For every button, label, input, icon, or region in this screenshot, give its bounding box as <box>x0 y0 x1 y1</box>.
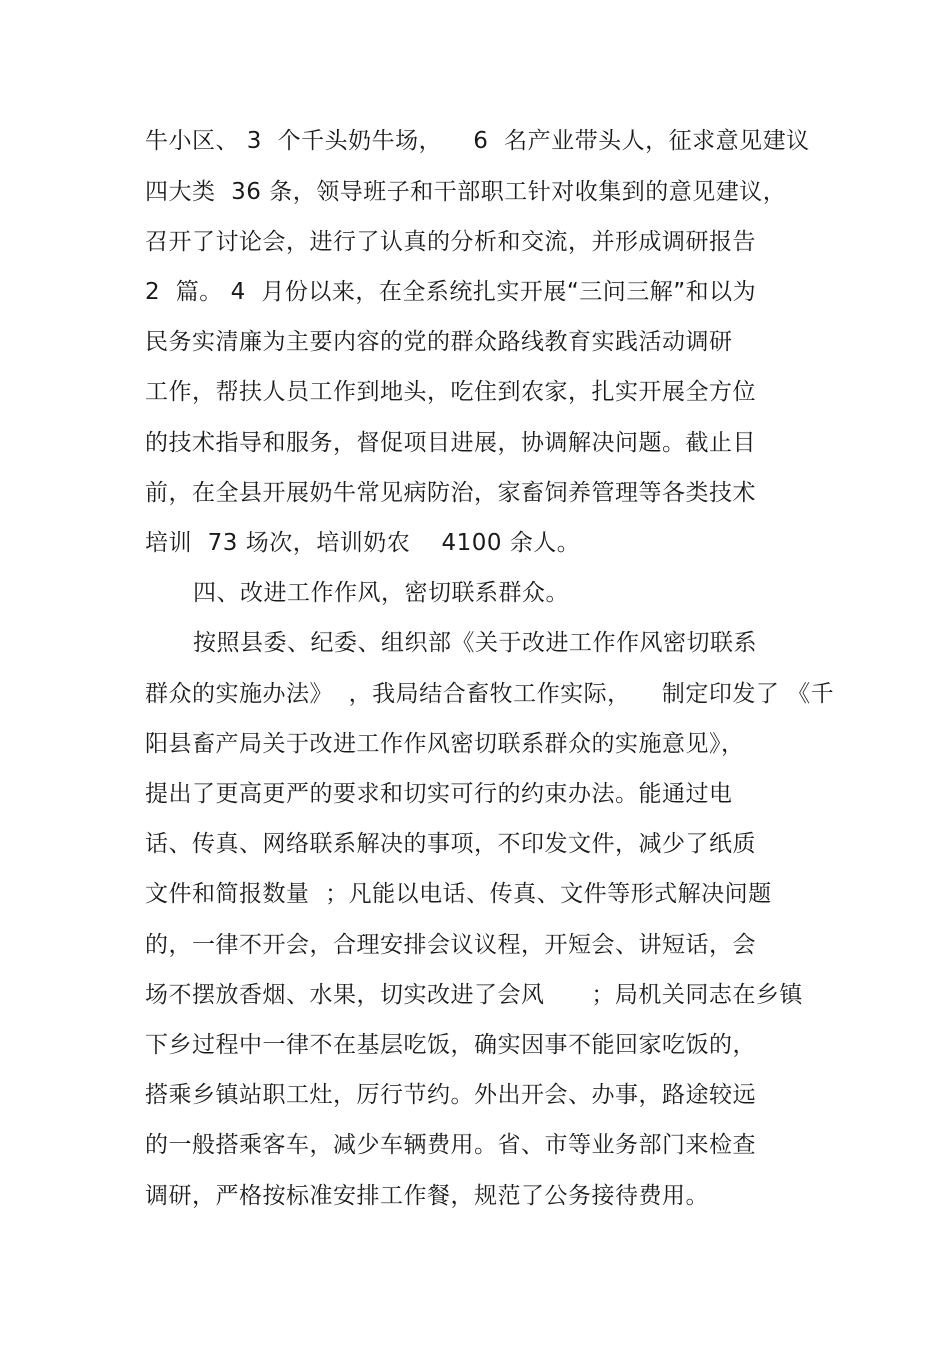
text-line: 阳县畜产局关于改进工作作风密切联系群众的实施意见》， <box>145 731 745 757</box>
text-line: 2 篇。 4 月份以来，在全系统扎实开展“三问三解”和以为 <box>145 279 757 305</box>
text-line: 下乡过程中一律不在基层吃饭，确实因事不能回家吃饭的， <box>145 1032 756 1058</box>
section-heading: 四、改进工作作风，密切联系群众。 <box>193 580 569 606</box>
text-line: 话、传真、网络联系解决的事项，不印发文件，减少了纸质 <box>145 831 756 857</box>
text-line: 提出了更高更严的要求和切实可行的约束办法。能通过电 <box>145 781 733 807</box>
text-line: 四大类 36 条，领导班子和干部职工针对收集到的意见建议， <box>145 179 787 205</box>
text-line: 的，一律不开会，合理安排会议议程，开短会、讲短话，会 <box>145 932 756 958</box>
text-line: 召开了讨论会，进行了认真的分析和交流，并形成调研报告 <box>145 229 756 255</box>
text-line: 搭乘乡镇站职工灶，厉行节约。外出开会、办事，路途较远 <box>145 1082 756 1108</box>
text-line: 牛小区、 3 个千头奶牛场， 6 名产业带头人，征求意见建议 <box>145 128 810 154</box>
text-line: 的技术指导和服务，督促项目进展，协调解决问题。截止目 <box>145 430 756 456</box>
text-line: 场不摆放香烟、水果，切实改进了会风 ；局机关同志在乡镇 <box>145 982 803 1008</box>
text-line: 群众的实施办法》 ，我局结合畜牧工作实际， 制定印发了 《千 <box>145 681 835 707</box>
text-line: 民务实清廉为主要内容的党的群众路线教育实践活动调研 <box>145 329 733 355</box>
text-line: 文件和简报数量 ；凡能以电话、传真、文件等形式解决问题 <box>145 881 772 907</box>
text-line: 培训 73 场次，培训奶农 4100 余人。 <box>145 530 581 556</box>
text-line: 前，在全县开展奶牛常见病防治，家畜饲养管理等各类技术 <box>145 480 756 506</box>
text-line: 按照县委、纪委、组织部《关于改进工作作风密切联系 <box>193 630 757 656</box>
text-line: 工作，帮扶人员工作到地头，吃住到农家，扎实开展全方位 <box>145 379 756 405</box>
text-line: 调研，严格按标准安排工作餐，规范了公务接待费用。 <box>145 1183 709 1209</box>
text-line: 的一般搭乘客车，减少车辆费用。省、市等业务部门来检查 <box>145 1132 756 1158</box>
